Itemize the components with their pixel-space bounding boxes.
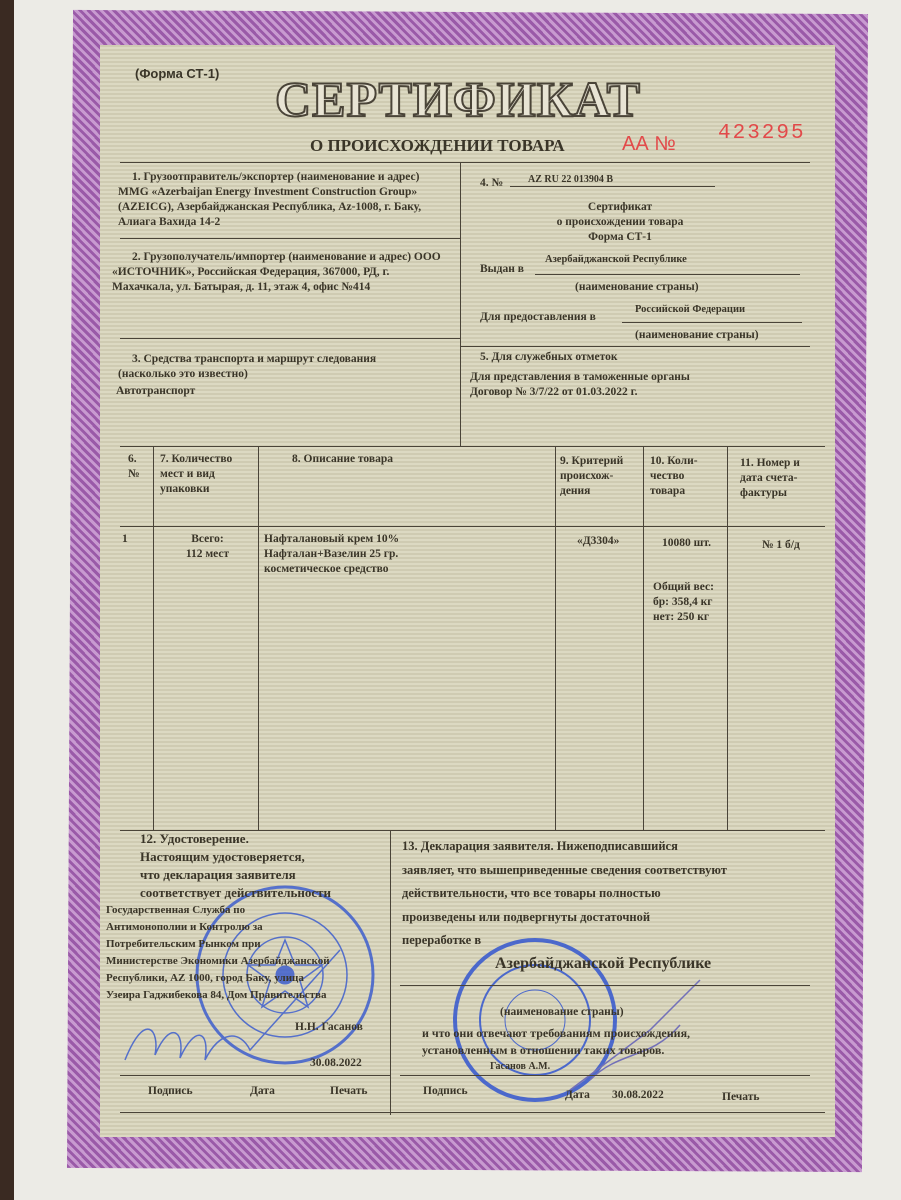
box12-date: 30.08.2022 <box>310 1057 362 1069</box>
divider <box>120 338 460 339</box>
table-border <box>555 446 556 831</box>
box12-line: 12. Удостоверение. <box>140 831 249 846</box>
authority-line: Узеира Гаджибекова 84, Дом Правительства <box>106 989 327 1001</box>
box13-line: и что они отвечают требованиям происхождения, <box>422 1026 691 1040</box>
series-label: АА № <box>622 133 676 155</box>
table-border <box>120 446 825 447</box>
divider <box>460 162 461 447</box>
box3-value: Автотранспорт <box>116 385 196 397</box>
divider <box>390 830 391 1115</box>
box12-line: Настоящим удостоверяется, <box>140 849 305 864</box>
box13-signer: Гасанов А.М. <box>490 1061 551 1072</box>
table-border <box>120 526 825 527</box>
packages-line: Всего: <box>191 533 224 545</box>
cert-line: Форма СТ-1 <box>588 231 652 243</box>
table-border <box>153 446 154 831</box>
box2-value: ООО «ИСТОЧНИК», Российская Федерация, 367000, РД, г. Махачкала, ул. Батырая, д. 11, этаж 4, офис №414 <box>112 251 441 293</box>
row-weight <box>653 580 714 625</box>
row-quantity: 10080 шт. <box>662 537 711 549</box>
box13-line: заявляет, что вышеприведенные сведения соответствуют <box>402 862 727 877</box>
cert-line: Сертификат <box>587 201 653 213</box>
box2 <box>112 250 447 295</box>
box12-line: что декларация заявителя <box>140 867 296 882</box>
box13-line: установленным в отношении таких товаров. <box>422 1043 665 1057</box>
authority-line: Антимонополии и Контролю за <box>106 921 263 933</box>
box13-signature-label: Подпись <box>423 1085 468 1097</box>
th-criterion: 9. Критерий происхож-дения <box>560 455 624 497</box>
box4-cert-title <box>540 200 700 245</box>
box4-number: AZ RU 22 013904 B <box>528 174 614 185</box>
for-label: Для предоставления в <box>480 311 596 323</box>
box1-label: 1. Грузоотправитель/экспортер (наименование и адрес) <box>132 171 420 183</box>
divider <box>400 985 810 986</box>
box13-date: 30.08.2022 <box>612 1089 664 1101</box>
description-line: Нафталановый крем 10% <box>264 533 400 545</box>
row-no: 1 <box>122 533 128 545</box>
divider <box>460 346 810 347</box>
weight-line: бр: 358,4 кг <box>653 596 713 608</box>
box13-date-label: Дата <box>565 1089 590 1101</box>
divider <box>120 162 810 163</box>
authority-line: Республики, AZ 1000, город Баку, улица <box>106 972 304 984</box>
box12-signature-label: Подпись <box>148 1085 193 1097</box>
divider <box>622 322 802 323</box>
box13-line: действительности, что все товары полностью <box>402 886 661 900</box>
packages-line: 112 мест <box>185 548 230 560</box>
description-line: Нафталан+Вазелин 25 гр. <box>264 548 399 560</box>
box1 <box>118 170 443 230</box>
row-invoice: № 1 б/д <box>762 539 800 551</box>
box12-line: соответствует действительности <box>140 885 332 900</box>
th-packages: 7. Количество мест и вид упаковки <box>160 453 233 495</box>
box13-text <box>402 835 727 953</box>
cert-line: о происхождении товара <box>556 216 684 228</box>
th-no: 6. № <box>128 453 140 480</box>
box13-line: 13. Декларация заявителя. Нижеподписавшийся <box>402 839 678 853</box>
certificate-number: 423295 <box>718 122 806 145</box>
row-packages <box>160 532 255 562</box>
box12-date-label: Дата <box>250 1085 275 1097</box>
th-description: 8. Описание товара <box>292 453 393 465</box>
box13-requirements <box>422 1025 690 1059</box>
box3-label: 3. Средства транспорта и маршрут следования (насколько это известно) <box>118 353 377 380</box>
authority-line: Министерстве Экономики Азербайджанской <box>106 955 330 967</box>
box2-label: 2. Грузополучатель/импортер (наименование и адрес) <box>132 251 412 263</box>
th-invoice: 11. Номер и дата счета-фактуры <box>740 457 800 499</box>
divider <box>120 1075 390 1076</box>
row-criterion: «Д3304» <box>577 535 620 547</box>
box13-country: Азербайджанской Республике <box>495 955 712 972</box>
country-hint-2: (наименование страны) <box>635 329 759 341</box>
box12-signer: Н.Н. Гасанов <box>295 1021 363 1033</box>
weight-line: нет: 250 кг <box>653 611 710 623</box>
box13-seal-label: Печать <box>722 1091 760 1103</box>
box13-line: переработке в <box>402 933 482 947</box>
divider <box>535 274 800 275</box>
form-label: (Форма СТ-1) <box>135 66 220 81</box>
box12-heading <box>140 830 331 902</box>
document-subtitle: О ПРОИСХОЖДЕНИИ ТОВАРА <box>310 136 565 155</box>
th-quantity: 10. Коли-чество товара <box>650 455 698 497</box>
description-line: косметическое средство <box>264 563 389 575</box>
divider <box>400 1075 810 1076</box>
authority-line: Государственная Служба по <box>106 904 246 916</box>
divider <box>120 1112 825 1113</box>
weight-line: Общий вес: <box>653 581 714 593</box>
table-border <box>258 446 259 831</box>
table-border <box>643 446 644 831</box>
authority-line: Потребительским Рынком при <box>106 938 261 950</box>
country-hint: (наименование страны) <box>575 281 699 293</box>
box12-authority <box>106 902 330 1004</box>
for-value: Российской Федерации <box>635 304 746 315</box>
table-border <box>727 446 728 831</box>
divider <box>120 238 460 239</box>
box13-hint: (наименование страны) <box>500 1006 624 1018</box>
document-title: СЕРТИФИКАТ <box>275 71 642 127</box>
box12-seal-label: Печать <box>330 1085 368 1097</box>
box4-label: 4. № <box>480 177 504 189</box>
box5-label: 5. Для служебных отметок <box>480 351 618 363</box>
box5-line1: Для представления в таможенные органы <box>470 371 690 383</box>
box1-value: MMG «Azerbaijan Energy Investment Construction Group» (AZEICG), Азербайджанская Республика, Az-1008, г. Баку, Алиага Вахида 14-2 <box>118 186 422 228</box>
issued-value: Азербайджанской Республике <box>545 254 687 265</box>
row-description <box>264 532 399 577</box>
box5-line2: Договор № 3/7/22 от 01.03.2022 г. <box>470 386 638 398</box>
box13-line: произведены или подвергнуты достаточной <box>402 909 651 924</box>
issued-label: Выдан в <box>480 263 524 275</box>
